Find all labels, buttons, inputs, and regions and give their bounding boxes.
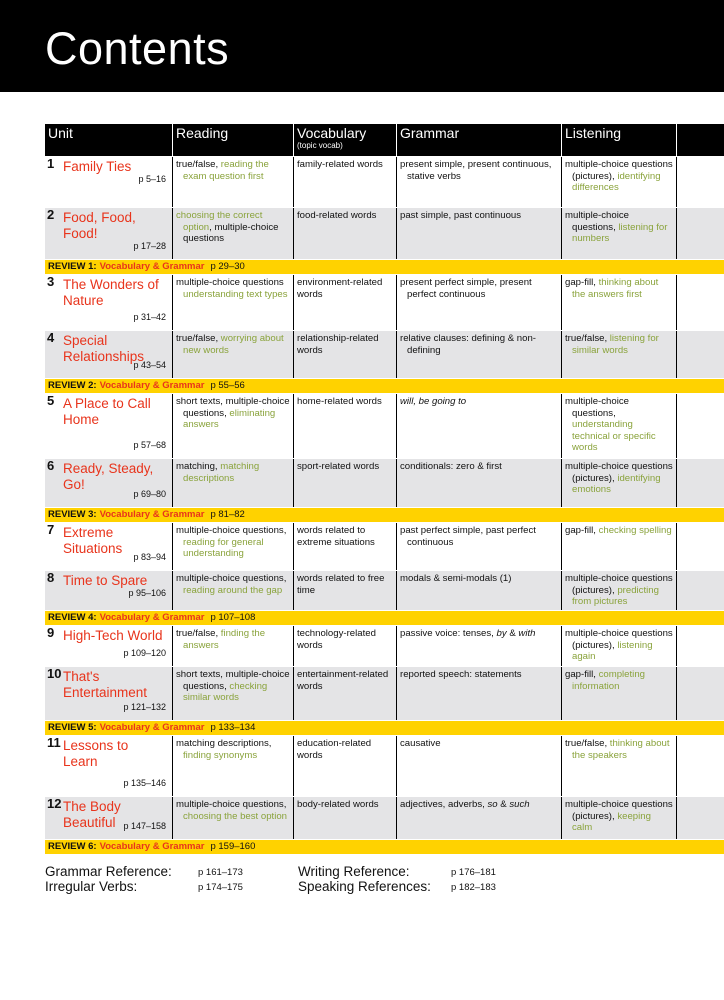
grammar-reference-label: Grammar Reference: (45, 864, 172, 879)
cell-reading (172, 331, 293, 378)
vocabulary-text: home-related words (297, 396, 382, 407)
title-banner (0, 0, 724, 92)
review-pages: p 133–134 (210, 722, 256, 733)
cell-unit (45, 571, 172, 610)
reading-skill: eliminating answers (183, 407, 276, 431)
unit-pages: p 83–94 (133, 552, 166, 562)
header-reading: Reading (172, 124, 293, 156)
page-title: Contents (45, 23, 230, 74)
listening-task: true/false, (565, 738, 610, 749)
grammar-part: reported speech: statements (400, 669, 522, 680)
listening-task: multiple-choice questions, (565, 210, 629, 233)
unit-title: Time to Spare (63, 573, 148, 588)
cell-reading (172, 157, 293, 207)
review-title: Vocabulary & Grammar (99, 509, 205, 520)
reading-text (176, 210, 290, 245)
grammar-text (400, 277, 558, 300)
unit-number: 5 (47, 393, 55, 408)
reading-task: true/false, (176, 333, 221, 344)
contents-table (45, 124, 724, 854)
review-pages: p 159–160 (210, 841, 256, 852)
grammar-part: causative (400, 738, 441, 749)
unit-title: Family Ties (63, 159, 132, 174)
unit-number: 3 (47, 274, 55, 289)
cell-listening (561, 797, 676, 839)
reading-task: , multiple-choice questions (183, 221, 279, 245)
unit-title: The Body Beautiful (63, 799, 121, 830)
grammar-part: relative clauses: defining & non-defining (400, 333, 536, 356)
listening-text (565, 799, 673, 834)
cell-vocab (293, 459, 396, 507)
reading-text (176, 525, 290, 560)
reading-text (176, 738, 290, 761)
cell-blank (676, 208, 724, 259)
cell-grammar (396, 797, 561, 839)
unit-pages: p 17–28 (133, 241, 166, 251)
review-title: Vocabulary & Grammar (99, 261, 205, 272)
listening-text (565, 573, 673, 608)
cell-reading (172, 523, 293, 570)
reading-skill: choosing the correct option (176, 210, 263, 233)
listening-text (565, 333, 673, 356)
cell-reading (172, 797, 293, 839)
reading-text (176, 573, 290, 596)
listening-text (565, 628, 673, 663)
cell-listening (561, 157, 676, 207)
review-pages: p 107–108 (210, 612, 256, 623)
grammar-part: modals & semi-modals (1) (400, 573, 512, 584)
unit-title: Special Relationships (63, 333, 145, 364)
cell-blank (676, 523, 724, 570)
cell-reading (172, 459, 293, 507)
review-label: REVIEW 5: (48, 722, 97, 733)
review-pages: p 81–82 (210, 509, 245, 520)
unit-title: That's Entertainment (63, 669, 148, 700)
cell-listening (561, 394, 676, 458)
cell-reading (172, 667, 293, 720)
reading-task: short texts, multiple-choice questions, (176, 669, 290, 692)
listening-skill: thinking about the speakers (572, 738, 670, 761)
grammar-text (400, 573, 558, 585)
cell-reading (172, 571, 293, 610)
review-label: REVIEW 2: (48, 380, 97, 391)
listening-text (565, 277, 673, 300)
listening-task: multiple-choice questions (pictures), (565, 799, 673, 822)
review-bar (45, 610, 724, 625)
grammar-text (400, 461, 558, 473)
review-label: REVIEW 4: (48, 612, 97, 623)
reading-text (176, 669, 290, 704)
header-vocabulary-label: Vocabulary (297, 125, 367, 141)
table-body (45, 156, 724, 854)
header-listening: Listening (561, 124, 676, 156)
listening-task: multiple-choice questions (pictures), (565, 628, 673, 651)
cell-grammar (396, 736, 561, 796)
cell-grammar (396, 571, 561, 610)
cell-grammar (396, 626, 561, 666)
cell-listening (561, 331, 676, 378)
unit-pages: p 43–54 (133, 360, 166, 370)
header-vocabulary-sub: (topic vocab) (297, 141, 343, 150)
grammar-text (400, 333, 558, 356)
reading-skill: worrying about new words (183, 333, 284, 356)
cell-listening (561, 736, 676, 796)
unit-number: 6 (47, 458, 55, 473)
cell-blank (676, 626, 724, 666)
unit-title: Food, Food, Food! (63, 210, 136, 241)
cell-grammar (396, 275, 561, 330)
reading-task: multiple-choice questions (176, 277, 284, 288)
listening-task: gap-fill, (565, 525, 599, 536)
vocabulary-text: body-related words (297, 799, 379, 810)
cell-blank (676, 797, 724, 839)
cell-unit (45, 394, 172, 458)
cell-unit (45, 331, 172, 378)
reading-task: true/false, (176, 628, 221, 639)
grammar-part: adjectives, adverbs, (400, 799, 488, 810)
reading-text (176, 277, 290, 300)
listening-skill: identifying differences (572, 170, 661, 194)
cell-reading (172, 275, 293, 330)
cell-listening (561, 523, 676, 570)
listening-task: gap-fill, (565, 669, 599, 680)
review-bar (45, 839, 724, 854)
cell-reading (172, 208, 293, 259)
cell-grammar (396, 208, 561, 259)
grammar-text (400, 210, 558, 222)
unit-title: High-Tech World (63, 628, 163, 643)
listening-text (565, 159, 673, 194)
grammar-text (400, 396, 558, 408)
reading-text (176, 396, 290, 431)
cell-blank (676, 667, 724, 720)
cell-listening (561, 275, 676, 330)
cell-listening (561, 571, 676, 610)
unit-pages: p 31–42 (133, 312, 166, 322)
review-pages: p 55–56 (210, 380, 245, 391)
grammar-reference-pages: p 161–173 (198, 867, 243, 878)
unit-pages: p 95–106 (128, 588, 166, 598)
reading-text (176, 461, 290, 484)
table-row (45, 522, 724, 570)
cell-grammar (396, 157, 561, 207)
grammar-italic: by (496, 628, 507, 639)
reading-skill: reading for general understanding (183, 536, 264, 560)
cell-blank (676, 571, 724, 610)
table-row (45, 156, 724, 207)
cell-unit (45, 626, 172, 666)
unit-number: 10 (47, 666, 62, 681)
unit-pages: p 135–146 (123, 778, 166, 788)
listening-skill: keeping calm (572, 810, 651, 834)
header-vocabulary (293, 124, 396, 156)
cell-reading (172, 394, 293, 458)
listening-task: multiple-choice questions (pictures), (565, 461, 673, 484)
grammar-part: past simple, past continuous (400, 210, 522, 221)
unit-title: The Wonders of Nature (63, 277, 159, 308)
grammar-part: present simple, present continuous, stative verbs (400, 159, 552, 182)
table-row (45, 330, 724, 378)
cell-vocab (293, 667, 396, 720)
listening-skill: listening again (572, 639, 653, 663)
review-label: REVIEW 3: (48, 509, 97, 520)
review-bar (45, 378, 724, 393)
reading-text (176, 628, 290, 651)
table-row (45, 625, 724, 666)
vocabulary-text: technology-related words (297, 628, 376, 651)
cell-grammar (396, 331, 561, 378)
cell-vocab (293, 394, 396, 458)
unit-pages: p 5–16 (138, 174, 166, 184)
unit-title: Lessons to Learn (63, 738, 129, 769)
vocabulary-text: education-related words (297, 738, 372, 761)
irregular-verbs-pages: p 174–175 (198, 882, 243, 893)
listening-text (565, 669, 673, 692)
listening-text (565, 210, 673, 245)
table-header (45, 124, 724, 156)
vocabulary-text: family-related words (297, 159, 383, 170)
cell-unit (45, 667, 172, 720)
unit-pages: p 69–80 (133, 489, 166, 499)
unit-pages: p 121–132 (123, 702, 166, 712)
review-title: Vocabulary & Grammar (99, 841, 205, 852)
reading-skill: finding synonyms (183, 749, 258, 761)
irregular-verbs-label: Irregular Verbs: (45, 879, 138, 894)
unit-number: 8 (47, 570, 55, 585)
review-title: Vocabulary & Grammar (99, 380, 205, 391)
listening-skill: understanding technical or specific words (572, 419, 656, 454)
cell-unit (45, 275, 172, 330)
cell-reading (172, 626, 293, 666)
reading-task: matching descriptions, (176, 738, 272, 749)
grammar-text (400, 669, 558, 681)
writing-reference-pages: p 176–181 (451, 867, 496, 878)
table-row (45, 666, 724, 720)
grammar-text (400, 738, 558, 750)
cell-blank (676, 157, 724, 207)
reading-text (176, 159, 290, 182)
grammar-part: conditionals: zero & first (400, 461, 502, 472)
table-row (45, 393, 724, 458)
listening-task: multiple-choice questions (pictures), (565, 159, 673, 182)
grammar-text (400, 159, 558, 182)
review-label: REVIEW 6: (48, 841, 97, 852)
listening-skill: checking spelling (598, 525, 672, 536)
grammar-part: past perfect simple, past perfect continuous (400, 525, 536, 548)
cell-unit (45, 797, 172, 839)
vocabulary-text: relationship-related words (297, 333, 379, 356)
cell-blank (676, 331, 724, 378)
cell-listening (561, 667, 676, 720)
grammar-part: & (497, 799, 510, 810)
cell-vocab (293, 208, 396, 259)
cell-vocab (293, 331, 396, 378)
vocabulary-text: sport-related words (297, 461, 380, 472)
cell-vocab (293, 523, 396, 570)
vocabulary-text: words related to free time (297, 573, 385, 596)
cell-vocab (293, 626, 396, 666)
review-pages: p 29–30 (210, 261, 245, 272)
grammar-part: present perfect simple, present perfect continuous (400, 277, 532, 300)
reading-task: multiple-choice questions, (176, 525, 287, 536)
reading-skill: matching descriptions (183, 461, 260, 484)
cell-vocab (293, 736, 396, 796)
grammar-italic: with (518, 628, 536, 639)
cell-blank (676, 736, 724, 796)
unit-title: Ready, Steady, Go! (63, 461, 154, 492)
cell-listening (561, 459, 676, 507)
table-row (45, 207, 724, 259)
listening-skill: predicting from pictures (572, 584, 659, 608)
listening-skill: identifying emotions (572, 472, 661, 496)
cell-grammar (396, 459, 561, 507)
review-label: REVIEW 1: (48, 261, 97, 272)
table-row (45, 458, 724, 507)
speaking-references-label: Speaking References: (298, 879, 431, 894)
cell-listening (561, 626, 676, 666)
reading-task: multiple-choice questions, (176, 573, 287, 584)
unit-number: 1 (47, 156, 55, 171)
grammar-text (400, 628, 558, 640)
table-row (45, 796, 724, 839)
reading-text (176, 799, 290, 822)
cell-grammar (396, 523, 561, 570)
cell-unit (45, 736, 172, 796)
grammar-part: will, be going to (400, 396, 467, 407)
unit-pages: p 109–120 (123, 648, 166, 658)
vocabulary-text: entertainment-related words (297, 669, 389, 692)
reading-skill: understanding text types (183, 288, 288, 300)
reading-task: multiple-choice questions, (176, 799, 287, 810)
reading-text (176, 333, 290, 356)
listening-skill: thinking about the answers first (572, 277, 659, 300)
unit-number: 9 (47, 625, 55, 640)
reading-skill: finding the answers (183, 628, 266, 651)
cell-grammar (396, 667, 561, 720)
listening-task: multiple-choice questions, (565, 396, 629, 419)
listening-task: gap-fill, (565, 277, 599, 288)
listening-skill: completing information (572, 669, 645, 692)
grammar-part: & (506, 628, 519, 639)
cell-unit (45, 208, 172, 259)
writing-reference-label: Writing Reference: (298, 864, 410, 879)
vocabulary-text: environment-related words (297, 277, 383, 300)
table-row (45, 735, 724, 796)
speaking-references-pages: p 182–183 (451, 882, 496, 893)
unit-number: 2 (47, 207, 55, 222)
vocabulary-text: words related to extreme situations (297, 525, 375, 548)
grammar-italic: such (509, 799, 530, 810)
cell-unit (45, 523, 172, 570)
listening-skill: listening for numbers (572, 221, 668, 245)
grammar-text (400, 799, 558, 811)
listening-text (565, 396, 673, 454)
review-bar (45, 720, 724, 735)
reading-task: short texts, multiple-choice questions, (176, 396, 290, 419)
cell-grammar (396, 394, 561, 458)
review-title: Vocabulary & Grammar (99, 612, 205, 623)
review-bar (45, 259, 724, 274)
reading-task: matching, (176, 461, 221, 472)
listening-task: true/false, (565, 333, 610, 344)
review-bar (45, 507, 724, 522)
table-row (45, 274, 724, 330)
listening-task: multiple-choice questions (pictures), (565, 573, 673, 596)
table-row (45, 570, 724, 610)
cell-unit (45, 459, 172, 507)
cell-vocab (293, 571, 396, 610)
unit-pages: p 147–158 (123, 821, 166, 831)
unit-pages: p 57–68 (133, 440, 166, 450)
cell-vocab (293, 275, 396, 330)
cell-unit (45, 157, 172, 207)
cell-listening (561, 208, 676, 259)
cell-vocab (293, 157, 396, 207)
grammar-part: passive voice: tenses, (400, 628, 497, 639)
reading-skill: reading around the gap (183, 584, 283, 596)
listening-text (565, 738, 673, 761)
unit-title: A Place to Call Home (63, 396, 151, 427)
cell-blank (676, 459, 724, 507)
cell-blank (676, 275, 724, 330)
listening-text (565, 525, 673, 537)
reading-skill: choosing the best option (183, 810, 288, 822)
header-unit: Unit (48, 125, 73, 141)
cell-vocab (293, 797, 396, 839)
unit-number: 4 (47, 330, 55, 345)
review-title: Vocabulary & Grammar (99, 722, 205, 733)
reading-task: true/false, (176, 159, 221, 170)
cell-blank (676, 394, 724, 458)
grammar-italic: so (487, 799, 498, 810)
cell-reading (172, 736, 293, 796)
grammar-text (400, 525, 558, 548)
unit-number: 12 (47, 796, 62, 811)
unit-title: Extreme Situations (63, 525, 123, 556)
unit-number: 7 (47, 522, 55, 537)
listening-text (565, 461, 673, 496)
vocabulary-text: food-related words (297, 210, 377, 221)
unit-number: 11 (47, 735, 61, 750)
reading-skill: checking similar words (183, 680, 268, 704)
listening-skill: listening for similar words (572, 333, 659, 356)
header-grammar: Grammar (396, 124, 561, 156)
reading-skill: reading the exam question first (183, 159, 269, 182)
header-blank (676, 124, 724, 156)
